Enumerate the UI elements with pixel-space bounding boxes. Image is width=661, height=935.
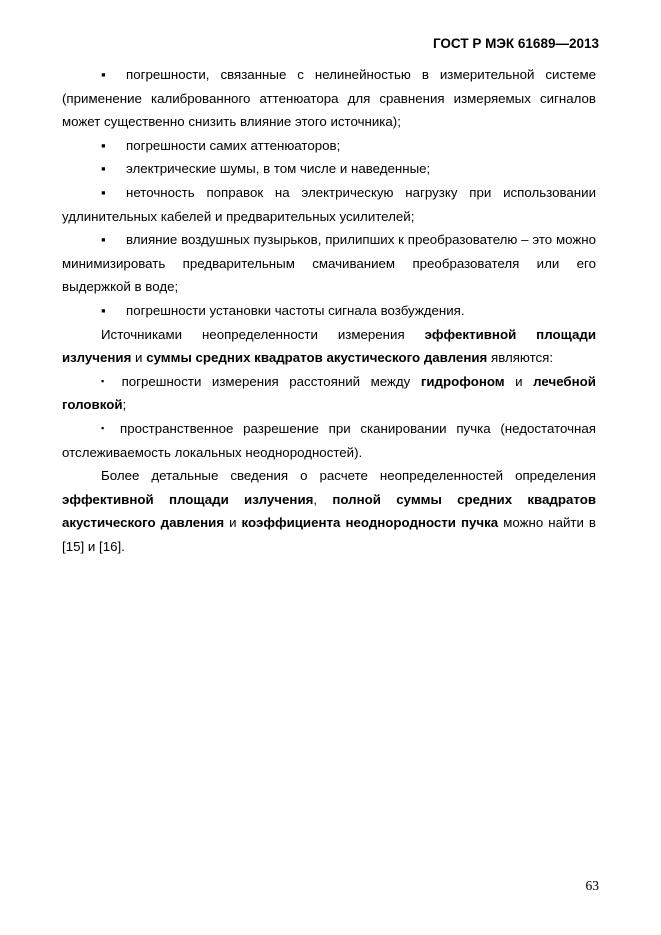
list-item [62,181,596,228]
bullet: ▪ [101,161,106,177]
term-bold: эффективной площади излучения [62,491,314,507]
bullet: ▪ [101,232,106,248]
sources-paragraph [62,323,596,370]
term-bold: суммы средних квадратов акустического давления [146,350,488,366]
text: являются: [487,350,554,366]
text: , [313,491,333,507]
text: и [131,350,147,366]
sub-item [62,417,596,464]
bullet: ▪ [101,422,111,433]
text: пространственное разрешение при сканировании пучка (недостаточная отслеживаемость локальных неоднородностей). [62,420,596,460]
text: ; [122,397,127,413]
page-content [62,63,596,558]
list-item-text: погрешности установки частоты сигнала возбуждения. [126,302,465,318]
term-bold: гидрофоном [420,373,505,389]
term-bold: лечебной головкой [62,373,596,413]
list-item-text: погрешности самих аттенюаторов; [126,137,341,153]
bullet: ▪ [101,67,106,82]
bullet: ▪ [101,137,106,153]
list-item-text: неточность поправок на электрическую нагрузку при использовании удлинительных кабелей и предварительных усилителей; [62,184,596,224]
text: погрешности измерения расстояний между [111,373,421,389]
text: и [224,515,242,531]
text: можно найти в [15] и [16]. [62,515,596,554]
term-bold: эффективной площади излучения [62,326,596,366]
bullet: ▪ [101,302,106,318]
page-number: 63 [585,878,599,893]
term-bold: полной суммы средних квадратов акустического давления [62,491,596,531]
list-item-text: электрические шумы, в том числе и наведенные; [126,161,431,177]
list-item [62,157,596,181]
sub-item [62,370,596,417]
document-header: ГОСТ Р МЭК 61689—2013 [432,36,599,51]
final-paragraph [62,464,596,558]
list-item-text: влияние воздушных пузырьков, прилипших к преобразователю – это можно минимизировать предварительным смачиванием преобразователя или его выдержкой в воде; [62,232,596,295]
text: и [504,373,534,389]
list-item [62,134,596,158]
list-item [62,299,596,323]
bullet: ▪ [101,375,112,386]
list-item-text: погрешности, связанные с нелинейностью в измерительной системе (применение калиброванного аттенюатора для сравнения измеряемых сигналов может существенно снизить влияние этого источника); [62,67,596,130]
text: Источниками неопределенности измерения [101,326,425,342]
bullet: ▪ [101,184,106,200]
list-item [62,228,596,299]
list-item [62,63,596,134]
term-bold: коэффициента неоднородности пучка [241,515,499,531]
text: Более детальные сведения о расчете неопределенностей определения [101,468,596,484]
